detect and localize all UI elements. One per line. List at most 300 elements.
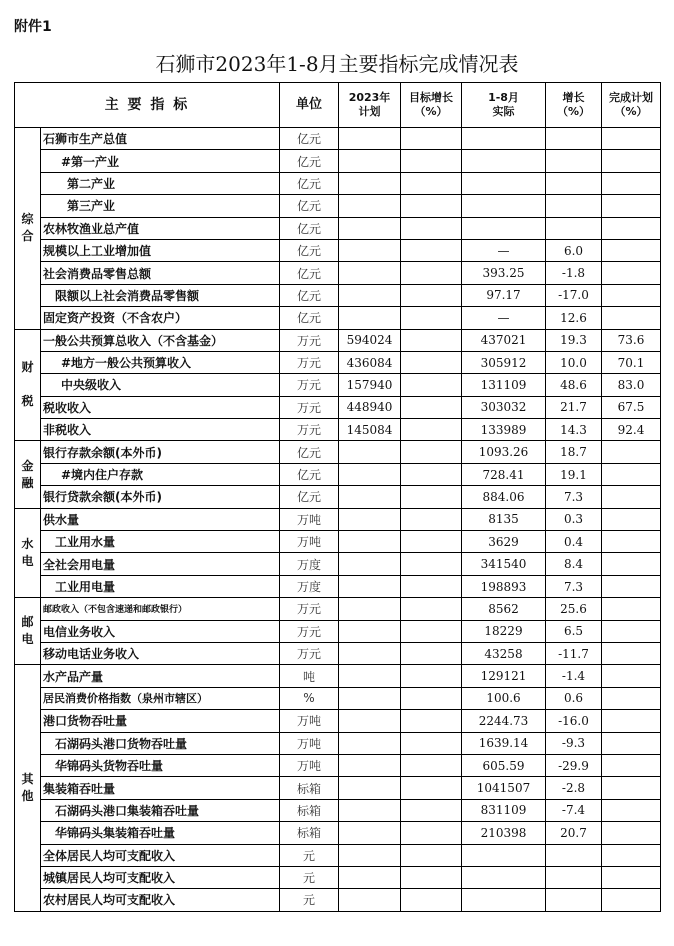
header-actual xyxy=(462,83,546,128)
plan-cell xyxy=(339,620,401,642)
completion-cell xyxy=(602,732,661,754)
plan-cell xyxy=(339,239,401,261)
target-cell xyxy=(401,284,462,306)
target-cell xyxy=(401,866,462,888)
actual-cell: 18229 xyxy=(462,620,546,642)
header-growth-line1: 增长 xyxy=(562,91,585,104)
plan-cell xyxy=(339,486,401,508)
category-char: 合 xyxy=(21,229,34,244)
completion-cell xyxy=(602,441,661,463)
target-cell xyxy=(401,396,462,418)
completion-cell xyxy=(602,486,661,508)
plan-cell: 448940 xyxy=(339,396,401,418)
plan-cell xyxy=(339,598,401,620)
table-row xyxy=(15,419,661,441)
unit-cell: 元 xyxy=(280,866,339,888)
unit-cell: 亿元 xyxy=(280,441,339,463)
target-cell xyxy=(401,262,462,284)
unit-cell: 万元 xyxy=(280,620,339,642)
header-actual-line1: 1-8月 xyxy=(488,91,519,104)
unit-cell: 万度 xyxy=(280,575,339,597)
growth-cell: 21.7 xyxy=(546,396,602,418)
target-cell xyxy=(401,329,462,351)
target-cell xyxy=(401,665,462,687)
growth-cell: 7.3 xyxy=(546,575,602,597)
actual-cell: 3629 xyxy=(462,531,546,553)
category-char: 税 xyxy=(21,394,34,409)
actual-cell: 393.25 xyxy=(462,262,546,284)
table-row xyxy=(15,396,661,418)
category-other xyxy=(15,665,41,911)
plan-cell xyxy=(339,284,401,306)
growth-cell: -11.7 xyxy=(546,642,602,664)
actual-cell xyxy=(462,889,546,911)
unit-cell: 万吨 xyxy=(280,531,339,553)
completion-cell xyxy=(602,150,661,172)
table-row xyxy=(15,598,661,620)
growth-cell: 8.4 xyxy=(546,553,602,575)
unit-cell: 万元 xyxy=(280,329,339,351)
table-row xyxy=(15,620,661,642)
header-completion-line2: （%） xyxy=(614,105,648,118)
indicator-name: 全社会用电量 xyxy=(41,553,280,575)
unit-cell: 万元 xyxy=(280,351,339,373)
growth-cell: 18.7 xyxy=(546,441,602,463)
table-row xyxy=(15,777,661,799)
target-cell xyxy=(401,531,462,553)
unit-cell: 亿元 xyxy=(280,239,339,261)
table-row xyxy=(15,889,661,911)
unit-cell: 亿元 xyxy=(280,195,339,217)
header-growth xyxy=(546,83,602,128)
indicator-name: 工业用电量 xyxy=(41,575,280,597)
unit-cell: 标箱 xyxy=(280,777,339,799)
plan-cell xyxy=(339,754,401,776)
growth-cell xyxy=(546,128,602,150)
growth-cell: 6.5 xyxy=(546,620,602,642)
plan-cell xyxy=(339,665,401,687)
completion-cell xyxy=(602,598,661,620)
completion-cell xyxy=(602,889,661,911)
growth-cell: 19.3 xyxy=(546,329,602,351)
actual-cell: 131109 xyxy=(462,374,546,396)
indicator-name: 居民消费价格指数（泉州市辖区） xyxy=(41,687,280,709)
header-completion xyxy=(602,83,661,128)
actual-cell: 305912 xyxy=(462,351,546,373)
header-plan-line2: 计划 xyxy=(358,105,381,118)
header-row xyxy=(15,83,661,128)
plan-cell xyxy=(339,575,401,597)
category-finance xyxy=(15,441,41,508)
table-row xyxy=(15,486,661,508)
header-growth-line2: （%） xyxy=(556,105,591,118)
completion-cell xyxy=(602,844,661,866)
indicator-name: 银行贷款余额(本外币) xyxy=(41,486,280,508)
actual-cell: — xyxy=(462,239,546,261)
indicator-name: 移动电话业务收入 xyxy=(41,642,280,664)
unit-cell: 万吨 xyxy=(280,710,339,732)
growth-cell: 0.4 xyxy=(546,531,602,553)
target-cell xyxy=(401,374,462,396)
plan-cell xyxy=(339,844,401,866)
category-char: 综 xyxy=(21,212,34,227)
unit-cell: 万元 xyxy=(280,598,339,620)
plan-cell xyxy=(339,307,401,329)
growth-cell xyxy=(546,844,602,866)
completion-cell xyxy=(602,195,661,217)
indicator-name: 工业用水量 xyxy=(41,531,280,553)
category-char: 电 xyxy=(21,553,34,568)
table-row xyxy=(15,531,661,553)
unit-cell: 万元 xyxy=(280,419,339,441)
actual-cell xyxy=(462,172,546,194)
category-water-power xyxy=(15,508,41,598)
target-cell xyxy=(401,687,462,709)
table-row xyxy=(15,575,661,597)
table-row xyxy=(15,217,661,239)
growth-cell: 20.7 xyxy=(546,822,602,844)
actual-cell xyxy=(462,844,546,866)
completion-cell xyxy=(602,284,661,306)
table-row xyxy=(15,844,661,866)
completion-cell xyxy=(602,710,661,732)
indicator-name: 石狮市生产总值 xyxy=(41,128,280,150)
indicator-name: 华锦码头货物吞吐量 xyxy=(41,754,280,776)
plan-cell xyxy=(339,866,401,888)
table-row xyxy=(15,665,661,687)
indicator-name: 石湖码头港口货物吞吐量 xyxy=(41,732,280,754)
header-unit: 单位 xyxy=(280,83,339,128)
actual-cell: 1639.14 xyxy=(462,732,546,754)
completion-cell xyxy=(602,642,661,664)
unit-cell: 吨 xyxy=(280,665,339,687)
table-row xyxy=(15,553,661,575)
target-cell xyxy=(401,822,462,844)
indicator-name: 一般公共预算总收入（不含基金） xyxy=(41,329,280,351)
header-target-line1: 目标增长 xyxy=(409,91,453,104)
annex-label: 附件1 xyxy=(14,19,52,35)
indicator-name: 第二产业 xyxy=(41,172,280,194)
unit-cell: % xyxy=(280,687,339,709)
completion-cell: 83.0 xyxy=(602,374,661,396)
header-main-indicator: 主 要 指 标 xyxy=(15,83,280,128)
plan-cell xyxy=(339,150,401,172)
actual-cell: 43258 xyxy=(462,642,546,664)
actual-cell: 97.17 xyxy=(462,284,546,306)
target-cell xyxy=(401,172,462,194)
plan-cell xyxy=(339,262,401,284)
growth-cell: 19.1 xyxy=(546,463,602,485)
target-cell xyxy=(401,642,462,664)
unit-cell: 万度 xyxy=(280,553,339,575)
actual-cell: 100.6 xyxy=(462,687,546,709)
growth-cell: 0.3 xyxy=(546,508,602,530)
target-cell xyxy=(401,150,462,172)
actual-cell: 831109 xyxy=(462,799,546,821)
actual-cell xyxy=(462,150,546,172)
plan-cell: 436084 xyxy=(339,351,401,373)
table-row xyxy=(15,284,661,306)
indicator-name: 社会消费品零售总额 xyxy=(41,262,280,284)
unit-cell: 亿元 xyxy=(280,463,339,485)
plan-cell xyxy=(339,531,401,553)
actual-cell: 133989 xyxy=(462,419,546,441)
plan-cell xyxy=(339,732,401,754)
unit-cell: 万吨 xyxy=(280,754,339,776)
unit-cell: 亿元 xyxy=(280,217,339,239)
plan-cell xyxy=(339,508,401,530)
target-cell xyxy=(401,307,462,329)
plan-cell xyxy=(339,710,401,732)
actual-cell: 303032 xyxy=(462,396,546,418)
plan-cell xyxy=(339,553,401,575)
table-row xyxy=(15,687,661,709)
growth-cell: 0.6 xyxy=(546,687,602,709)
indicator-name: 固定资产投资（不含农户） xyxy=(41,307,280,329)
header-actual-line2: 实际 xyxy=(492,105,515,118)
actual-cell: 198893 xyxy=(462,575,546,597)
table-row xyxy=(15,463,661,485)
actual-cell: 210398 xyxy=(462,822,546,844)
plan-cell: 157940 xyxy=(339,374,401,396)
actual-cell: 884.06 xyxy=(462,486,546,508)
indicator-name: 农林牧渔业总产值 xyxy=(41,217,280,239)
completion-cell: 92.4 xyxy=(602,419,661,441)
growth-cell xyxy=(546,172,602,194)
indicator-name: 集装箱吞吐量 xyxy=(41,777,280,799)
completion-cell xyxy=(602,754,661,776)
indicator-name: 非税收入 xyxy=(41,419,280,441)
table-row xyxy=(15,128,661,150)
target-cell xyxy=(401,239,462,261)
unit-cell: 亿元 xyxy=(280,307,339,329)
completion-cell xyxy=(602,508,661,530)
plan-cell: 594024 xyxy=(339,329,401,351)
unit-cell: 亿元 xyxy=(280,150,339,172)
unit-cell: 亿元 xyxy=(280,262,339,284)
target-cell xyxy=(401,351,462,373)
growth-cell: -1.4 xyxy=(546,665,602,687)
completion-cell xyxy=(602,128,661,150)
growth-cell: -1.8 xyxy=(546,262,602,284)
actual-cell: 8135 xyxy=(462,508,546,530)
unit-cell: 万元 xyxy=(280,396,339,418)
completion-cell xyxy=(602,262,661,284)
unit-cell: 标箱 xyxy=(280,799,339,821)
table-row xyxy=(15,374,661,396)
unit-cell: 万元 xyxy=(280,374,339,396)
completion-cell xyxy=(602,553,661,575)
table-row xyxy=(15,732,661,754)
table-row xyxy=(15,508,661,530)
growth-cell: 48.6 xyxy=(546,374,602,396)
actual-cell: 341540 xyxy=(462,553,546,575)
completion-cell xyxy=(602,620,661,642)
plan-cell: 145084 xyxy=(339,419,401,441)
header-target-growth xyxy=(401,83,462,128)
plan-cell xyxy=(339,799,401,821)
completion-cell xyxy=(602,575,661,597)
unit-cell: 万元 xyxy=(280,642,339,664)
completion-cell xyxy=(602,866,661,888)
completion-cell xyxy=(602,172,661,194)
growth-cell xyxy=(546,150,602,172)
target-cell xyxy=(401,844,462,866)
actual-cell xyxy=(462,195,546,217)
table-row xyxy=(15,262,661,284)
unit-cell: 万吨 xyxy=(280,732,339,754)
indicator-name: 全体居民人均可支配收入 xyxy=(41,844,280,866)
completion-cell xyxy=(602,799,661,821)
category-post-telecom xyxy=(15,598,41,665)
actual-cell xyxy=(462,866,546,888)
completion-cell: 73.6 xyxy=(602,329,661,351)
indicator-name: 港口货物吞吐量 xyxy=(41,710,280,732)
indicator-name: #第一产业 xyxy=(41,150,280,172)
growth-cell: -29.9 xyxy=(546,754,602,776)
plan-cell xyxy=(339,172,401,194)
table-row xyxy=(15,754,661,776)
category-comprehensive xyxy=(15,128,41,330)
indicator-name: 税收收入 xyxy=(41,396,280,418)
indicator-name: 邮政收入（不包含速递和邮政银行） xyxy=(41,598,280,620)
plan-cell xyxy=(339,642,401,664)
growth-cell xyxy=(546,195,602,217)
plan-cell xyxy=(339,463,401,485)
table-row xyxy=(15,799,661,821)
completion-cell: 70.1 xyxy=(602,351,661,373)
indicator-name: #境内住户存款 xyxy=(41,463,280,485)
actual-cell: 1041507 xyxy=(462,777,546,799)
indicator-table xyxy=(14,82,661,912)
plan-cell xyxy=(339,195,401,217)
target-cell xyxy=(401,128,462,150)
table-row xyxy=(15,239,661,261)
indicator-name: 供水量 xyxy=(41,508,280,530)
growth-cell: 14.3 xyxy=(546,419,602,441)
indicator-name: 农村居民人均可支配收入 xyxy=(41,889,280,911)
indicator-name: 第三产业 xyxy=(41,195,280,217)
actual-cell xyxy=(462,128,546,150)
header-completion-line1: 完成计划 xyxy=(609,91,653,104)
completion-cell xyxy=(602,307,661,329)
growth-cell xyxy=(546,866,602,888)
actual-cell: 129121 xyxy=(462,665,546,687)
target-cell xyxy=(401,620,462,642)
category-fiscal xyxy=(15,329,41,441)
header-plan-line1: 2023年 xyxy=(348,91,391,104)
table-row xyxy=(15,172,661,194)
unit-cell: 元 xyxy=(280,844,339,866)
target-cell xyxy=(401,598,462,620)
indicator-name: #地方一般公共预算收入 xyxy=(41,351,280,373)
target-cell xyxy=(401,463,462,485)
growth-cell: -2.8 xyxy=(546,777,602,799)
table-row xyxy=(15,710,661,732)
category-char: 融 xyxy=(21,475,34,490)
actual-cell: 1093.26 xyxy=(462,441,546,463)
plan-cell xyxy=(339,687,401,709)
unit-cell: 亿元 xyxy=(280,284,339,306)
unit-cell: 万吨 xyxy=(280,508,339,530)
growth-cell: -7.4 xyxy=(546,799,602,821)
unit-cell: 亿元 xyxy=(280,172,339,194)
completion-cell xyxy=(602,239,661,261)
growth-cell: 12.6 xyxy=(546,307,602,329)
indicator-name: 水产品产量 xyxy=(41,665,280,687)
plan-cell xyxy=(339,822,401,844)
target-cell xyxy=(401,710,462,732)
table-row xyxy=(15,441,661,463)
category-char: 他 xyxy=(21,789,34,804)
indicator-name: 银行存款余额(本外币) xyxy=(41,441,280,463)
completion-cell xyxy=(602,822,661,844)
indicator-name: 中央级收入 xyxy=(41,374,280,396)
completion-cell xyxy=(602,463,661,485)
target-cell xyxy=(401,754,462,776)
growth-cell xyxy=(546,889,602,911)
target-cell xyxy=(401,889,462,911)
category-char: 财 xyxy=(21,360,34,375)
unit-cell: 亿元 xyxy=(280,486,339,508)
growth-cell: -16.0 xyxy=(546,710,602,732)
plan-cell xyxy=(339,441,401,463)
target-cell xyxy=(401,553,462,575)
category-char: 邮 xyxy=(21,615,34,630)
table-row xyxy=(15,822,661,844)
unit-cell: 标箱 xyxy=(280,822,339,844)
actual-cell: 437021 xyxy=(462,329,546,351)
target-cell xyxy=(401,195,462,217)
category-char: 其 xyxy=(21,772,34,787)
completion-cell: 67.5 xyxy=(602,396,661,418)
plan-cell xyxy=(339,889,401,911)
indicator-name: 规模以上工业增加值 xyxy=(41,239,280,261)
completion-cell xyxy=(602,665,661,687)
completion-cell xyxy=(602,687,661,709)
growth-cell xyxy=(546,217,602,239)
indicator-name: 石湖码头港口集装箱吞吐量 xyxy=(41,799,280,821)
plan-cell xyxy=(339,128,401,150)
table-row xyxy=(15,195,661,217)
completion-cell xyxy=(602,777,661,799)
category-char: 电 xyxy=(21,632,34,647)
indicator-name: 城镇居民人均可支配收入 xyxy=(41,866,280,888)
actual-cell: — xyxy=(462,307,546,329)
header-plan xyxy=(339,83,401,128)
indicator-name: 华锦码头集装箱吞吐量 xyxy=(41,822,280,844)
category-char: 金 xyxy=(21,458,34,473)
growth-cell: 10.0 xyxy=(546,351,602,373)
growth-cell: 6.0 xyxy=(546,239,602,261)
completion-cell xyxy=(602,531,661,553)
indicator-name: 电信业务收入 xyxy=(41,620,280,642)
table-row xyxy=(15,642,661,664)
plan-cell xyxy=(339,217,401,239)
actual-cell: 605.59 xyxy=(462,754,546,776)
target-cell xyxy=(401,217,462,239)
indicator-name: 限额以上社会消费品零售额 xyxy=(41,284,280,306)
completion-cell xyxy=(602,217,661,239)
target-cell xyxy=(401,508,462,530)
target-cell xyxy=(401,575,462,597)
actual-cell xyxy=(462,217,546,239)
target-cell xyxy=(401,486,462,508)
target-cell xyxy=(401,777,462,799)
unit-cell: 元 xyxy=(280,889,339,911)
target-cell xyxy=(401,799,462,821)
actual-cell: 2244.73 xyxy=(462,710,546,732)
